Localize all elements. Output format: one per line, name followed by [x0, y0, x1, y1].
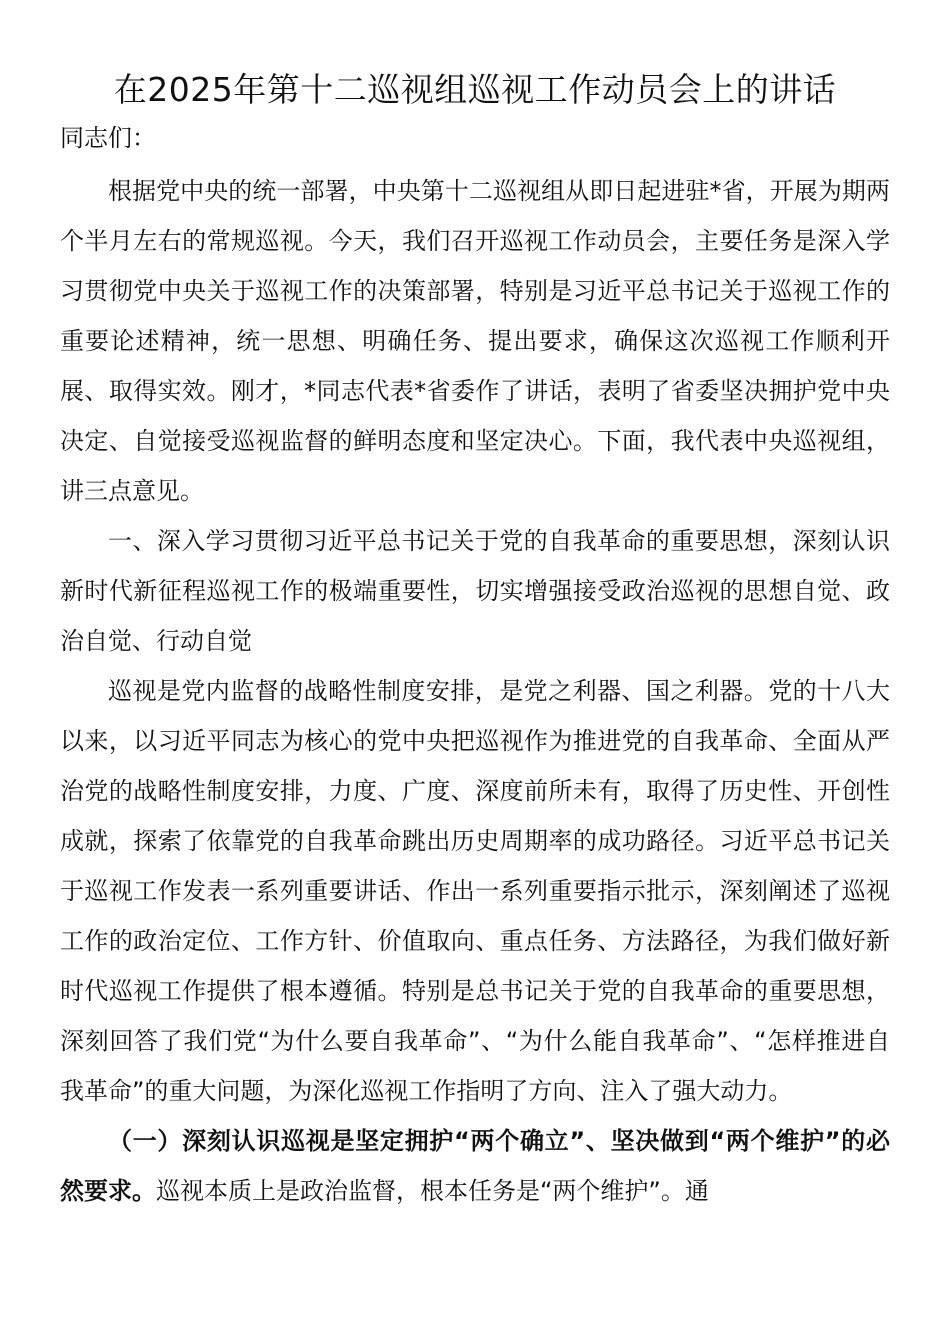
subsection-paragraph — [60, 1116, 890, 1216]
document-body — [60, 166, 890, 1216]
paragraph-intro: 根据党中央的统一部署，中央第十二巡视组从即日起进驻*省，开展为期两个半月左右的常规巡视。今天，我们召开巡视工作动员会，主要任务是深入学习贯彻党中央关于巡视工作的决策部署，特别是习近平总书记关于巡视工作的重要论述精神，统一思想、明确任务、提出要求，确保这次巡视工作顺利开展、取得实效。刚才，*同志代表*省委作了讲话，表明了省委坚决拥护党中央决定、自觉接受巡视监督的鲜明态度和坚定决心。下面，我代表中央巡视组，讲三点意见。 — [60, 177, 890, 505]
subsection-heading: （一）深刻认识巡视是坚定拥护“两个确立”、坚决做到“两个维护”的必然要求。 — [60, 1127, 890, 1205]
paragraph-inspection: 巡视是党内监督的战略性制度安排，是党之利器、国之利器。党的十八大以来，以习近平同志为核心的党中央把巡视作为推进党的自我革命、全面从严治党的战略性制度安排，力度、广度、深度前所未有，取得了历史性、开创性成就，探索了依靠党的自我革命跳出历史周期率的成功路径。习近平总书记关于巡视工作发表一系列重要讲话、作出一系列重要指示批示，深刻阐述了巡视工作的政治定位、工作方针、价值取向、重点任务、方法路径，为我们做好新时代巡视工作提供了根本遵循。特别是总书记关于党的自我革命的重要思想，深刻回答了我们党“为什么要自我革命”、“为什么能自我革命”、“怎样推进自我革命”的重大问题，为深化巡视工作指明了方向、注入了强大动力。 — [60, 677, 890, 1105]
subsection-text: 巡视本质上是政治监督，根本任务是“两个维护”。通 — [156, 1177, 709, 1205]
section-heading-1: 一、深入学习贯彻习近平总书记关于党的自我革命的重要思想，深刻认识新时代新征程巡视工作的极端重要性，切实增强接受政治巡视的思想自觉、政治自觉、行动自觉 — [60, 527, 890, 655]
document-title: 在2025年第十二巡视组巡视工作动员会上的讲话 — [113, 70, 837, 109]
salutation: 同志们： — [60, 124, 156, 152]
